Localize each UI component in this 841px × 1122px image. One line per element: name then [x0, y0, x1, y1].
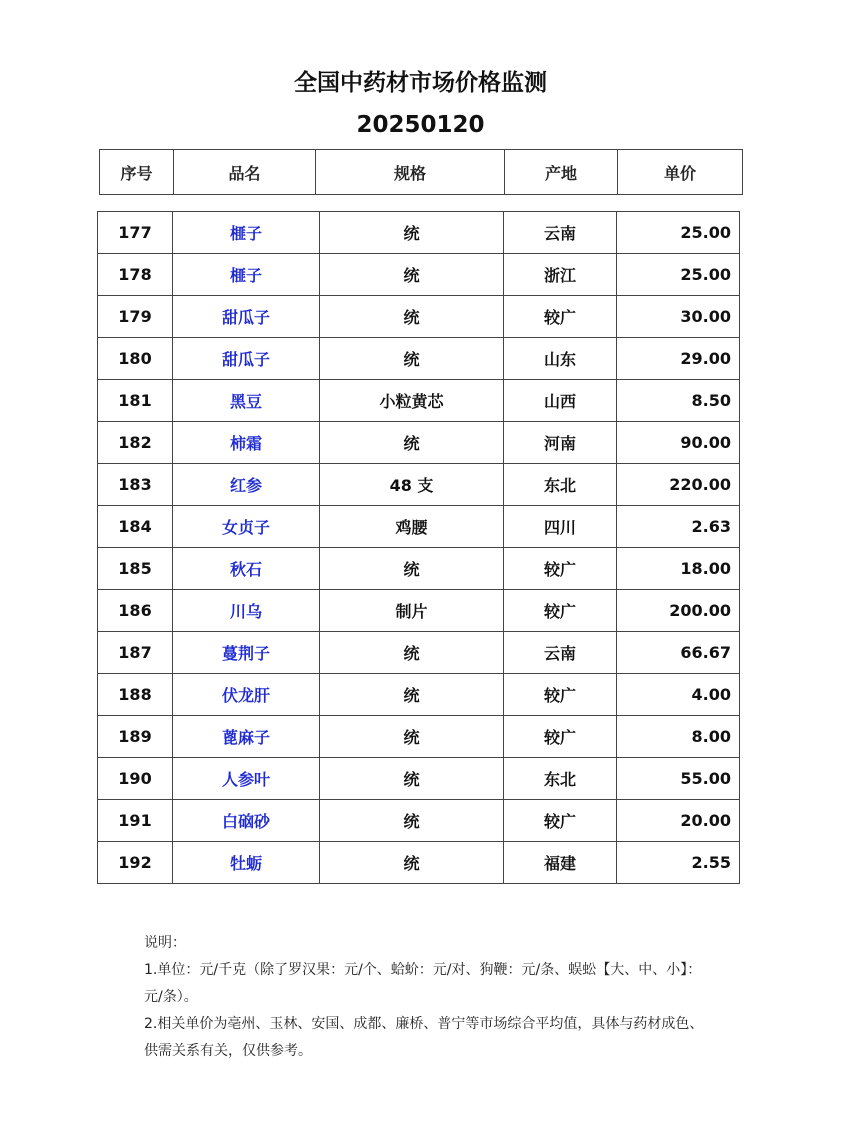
- row-name-link[interactable]: 牡蛎: [173, 842, 320, 884]
- row-origin: 浙江: [504, 254, 617, 296]
- row-name-link[interactable]: 榧子: [173, 212, 320, 254]
- table-row: [98, 800, 740, 842]
- row-no: 184: [98, 506, 173, 548]
- row-price: 20.00: [617, 800, 740, 842]
- row-price: 55.00: [617, 758, 740, 800]
- row-price: 200.00: [617, 590, 740, 632]
- row-spec: 统: [320, 674, 504, 716]
- row-origin: 较广: [504, 548, 617, 590]
- table-row: [98, 758, 740, 800]
- row-price: 30.00: [617, 296, 740, 338]
- row-no: 192: [98, 842, 173, 884]
- row-origin: 山东: [504, 338, 617, 380]
- table-row: [98, 464, 740, 506]
- row-origin: 较广: [504, 716, 617, 758]
- row-spec: 制片: [320, 590, 504, 632]
- row-spec: 48 支: [320, 464, 504, 506]
- row-spec: 统: [320, 338, 504, 380]
- row-name-link[interactable]: 伏龙肝: [173, 674, 320, 716]
- row-origin: 云南: [504, 212, 617, 254]
- row-origin: 较广: [504, 800, 617, 842]
- row-price: 90.00: [617, 422, 740, 464]
- row-origin: 东北: [504, 758, 617, 800]
- row-spec: 统: [320, 296, 504, 338]
- page-title: 全国中药材市场价格监测: [294, 70, 547, 96]
- column-header-spec: 规格: [316, 150, 505, 195]
- row-origin: 东北: [504, 464, 617, 506]
- notes-line-2: 2.相关单价为亳州、玉林、安国、成都、廉桥、普宁等市场综合平均值，具体与药材成色、供需关系有关，仅供参考。: [144, 1016, 704, 1059]
- row-origin: 较广: [504, 674, 617, 716]
- row-no: 181: [98, 380, 173, 422]
- row-no: 178: [98, 254, 173, 296]
- row-no: 185: [98, 548, 173, 590]
- row-spec: 统: [320, 758, 504, 800]
- row-origin: 福建: [504, 842, 617, 884]
- row-price: 2.63: [617, 506, 740, 548]
- column-header-table: [99, 149, 743, 195]
- row-price: 29.00: [617, 338, 740, 380]
- row-price: 8.00: [617, 716, 740, 758]
- table-row: [98, 422, 740, 464]
- row-no: 180: [98, 338, 173, 380]
- table-row: [98, 212, 740, 254]
- row-name-link[interactable]: 甜瓜子: [173, 338, 320, 380]
- table-row: [98, 632, 740, 674]
- row-origin: 山西: [504, 380, 617, 422]
- row-origin: 较广: [504, 590, 617, 632]
- table-row: [98, 254, 740, 296]
- row-price: 8.50: [617, 380, 740, 422]
- row-no: 179: [98, 296, 173, 338]
- row-name-link[interactable]: 女贞子: [173, 506, 320, 548]
- row-name-link[interactable]: 黑豆: [173, 380, 320, 422]
- row-origin: 四川: [504, 506, 617, 548]
- column-header-no: 序号: [100, 150, 174, 195]
- row-name-link[interactable]: 蔓荆子: [173, 632, 320, 674]
- row-price: 4.00: [617, 674, 740, 716]
- row-name-link[interactable]: 甜瓜子: [173, 296, 320, 338]
- row-no: 189: [98, 716, 173, 758]
- row-spec: 统: [320, 632, 504, 674]
- row-spec: 小粒黄芯: [320, 380, 504, 422]
- row-no: 177: [98, 212, 173, 254]
- row-spec: 统: [320, 548, 504, 590]
- row-name-link[interactable]: 蓖麻子: [173, 716, 320, 758]
- row-price: 18.00: [617, 548, 740, 590]
- table-row: [98, 380, 740, 422]
- column-header-name: 品名: [174, 150, 316, 195]
- table-row: [98, 296, 740, 338]
- column-header-origin: 产地: [505, 150, 618, 195]
- report-date: 20250120: [356, 112, 485, 138]
- row-no: 187: [98, 632, 173, 674]
- notes-heading: 说明：: [144, 935, 186, 951]
- row-spec: 统: [320, 212, 504, 254]
- row-price: 2.55: [617, 842, 740, 884]
- row-spec: 鸡腰: [320, 506, 504, 548]
- column-header-price: 单价: [618, 150, 743, 195]
- row-spec: 统: [320, 422, 504, 464]
- table-row: [98, 716, 740, 758]
- row-no: 191: [98, 800, 173, 842]
- header-row: [100, 150, 743, 195]
- row-origin: 河南: [504, 422, 617, 464]
- row-origin: 较广: [504, 296, 617, 338]
- row-name-link[interactable]: 秋石: [173, 548, 320, 590]
- row-spec: 统: [320, 800, 504, 842]
- row-spec: 统: [320, 254, 504, 296]
- price-table: [97, 211, 740, 884]
- row-name-link[interactable]: 红参: [173, 464, 320, 506]
- row-price: 66.67: [617, 632, 740, 674]
- row-name-link[interactable]: 榧子: [173, 254, 320, 296]
- row-no: 190: [98, 758, 173, 800]
- table-row: [98, 548, 740, 590]
- row-no: 186: [98, 590, 173, 632]
- row-name-link[interactable]: 川乌: [173, 590, 320, 632]
- row-no: 188: [98, 674, 173, 716]
- table-row: [98, 674, 740, 716]
- row-price: 220.00: [617, 464, 740, 506]
- row-no: 183: [98, 464, 173, 506]
- row-name-link[interactable]: 人参叶: [173, 758, 320, 800]
- row-origin: 云南: [504, 632, 617, 674]
- notes-line-1: 1.单位：元/千克（除了罗汉果：元/个、蛤蚧：元/对、狗鞭：元/条、蜈蚣【大、中、小】：元/条）。: [144, 962, 702, 1005]
- table-row: [98, 842, 740, 884]
- table-row: [98, 506, 740, 548]
- row-spec: 统: [320, 716, 504, 758]
- row-name-link[interactable]: 柿霜: [173, 422, 320, 464]
- table-row: [98, 338, 740, 380]
- row-spec: 统: [320, 842, 504, 884]
- row-no: 182: [98, 422, 173, 464]
- table-row: [98, 590, 740, 632]
- notes-section: [144, 930, 704, 1065]
- row-price: 25.00: [617, 254, 740, 296]
- row-price: 25.00: [617, 212, 740, 254]
- row-name-link[interactable]: 白硇砂: [173, 800, 320, 842]
